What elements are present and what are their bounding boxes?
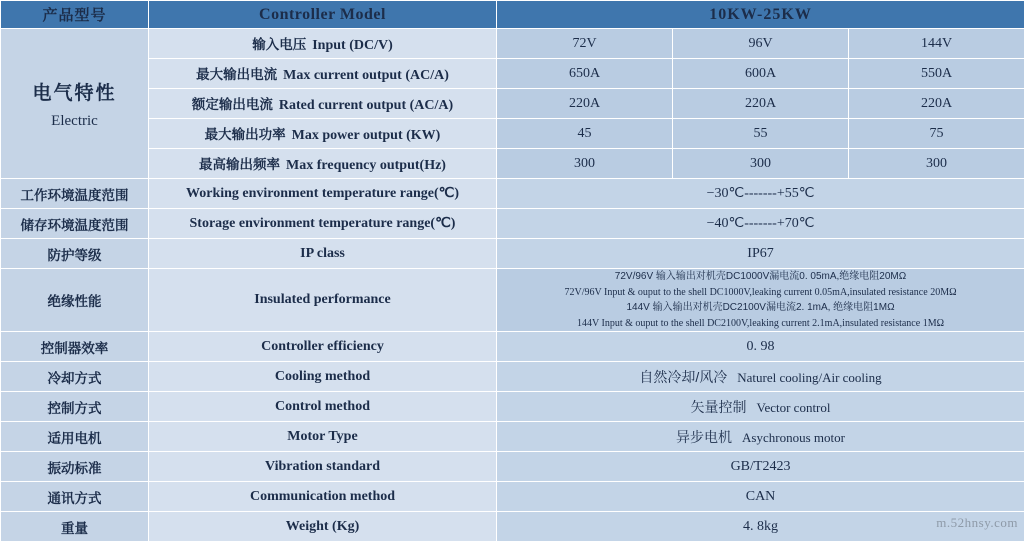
row-value-cn: 异步电机 bbox=[676, 429, 732, 445]
row-value: IP67 bbox=[497, 239, 1024, 269]
row-label-en: Control method bbox=[149, 392, 497, 422]
row-label-en: Communication method bbox=[149, 482, 497, 512]
row-label-cn: 控制器效率 bbox=[1, 332, 149, 362]
row-value: 220A bbox=[497, 89, 673, 119]
row-label-cn: 振动标准 bbox=[1, 452, 149, 482]
row-value: 300 bbox=[497, 149, 673, 179]
row-desc bbox=[149, 59, 497, 89]
table-row bbox=[1, 209, 1024, 239]
table-row bbox=[1, 269, 1024, 332]
row-value-en: Asychronous motor bbox=[742, 430, 845, 445]
row-desc bbox=[149, 89, 497, 119]
row-label-cn: 储存环境温度范围 bbox=[1, 209, 149, 239]
header-label-en-cell bbox=[149, 1, 497, 29]
row-value: −40℃-------+70℃ bbox=[497, 209, 1024, 239]
row-label-cn: 防护等级 bbox=[1, 239, 149, 269]
row-desc bbox=[149, 149, 497, 179]
header-label-cn-cell bbox=[1, 1, 149, 29]
insulation-line: 144V 输入输出对机壳DC2100V漏电流2. 1mA, 绝缘电阻1MΩ bbox=[497, 300, 1024, 316]
row-value: 96V bbox=[673, 29, 849, 59]
row-label-en: Max frequency output(Hz) bbox=[286, 158, 446, 173]
row-value: 4. 8kg bbox=[497, 512, 1024, 542]
table-row bbox=[1, 119, 1024, 149]
table-row bbox=[1, 149, 1024, 179]
table-row bbox=[1, 452, 1024, 482]
row-value: 300 bbox=[673, 149, 849, 179]
table-row bbox=[1, 422, 1024, 452]
row-desc bbox=[149, 119, 497, 149]
row-value: CAN bbox=[497, 482, 1024, 512]
electric-group-label-cn: 电气特性 bbox=[1, 78, 148, 105]
row-value-cn: 自然冷却/风冷 bbox=[639, 369, 727, 385]
row-value: 45 bbox=[497, 119, 673, 149]
insulation-line: 72V/96V Input & ouput to the shell DC1000V,leaking current 0.05mA,insulated resistance 20MΩ bbox=[497, 285, 1024, 301]
row-label-en: Working environment temperature range(℃) bbox=[149, 179, 497, 209]
row-value-en: Vector control bbox=[757, 400, 831, 415]
electric-group-label bbox=[1, 29, 149, 179]
row-value: 220A bbox=[673, 89, 849, 119]
row-value: 55 bbox=[673, 119, 849, 149]
row-value-en: Naturel cooling/Air cooling bbox=[737, 370, 881, 385]
row-value: −30℃-------+55℃ bbox=[497, 179, 1024, 209]
row-label-en: Rated current output (AC/A) bbox=[279, 98, 453, 113]
row-label-cn: 控制方式 bbox=[1, 392, 149, 422]
electric-group-label-en: Electric bbox=[1, 113, 148, 130]
row-value: 144V bbox=[849, 29, 1024, 59]
row-label-cn: 绝缘性能 bbox=[1, 269, 149, 332]
row-label-en: Input (DC/V) bbox=[312, 38, 393, 53]
row-label-en: Max power output (KW) bbox=[292, 128, 441, 143]
watermark: m.52hnsy.com bbox=[936, 515, 1018, 531]
row-label-cn: 冷却方式 bbox=[1, 362, 149, 392]
row-label-en: Motor Type bbox=[149, 422, 497, 452]
insulation-line: 72V/96V 输入输出对机壳DC1000V漏电流0. 05mA,绝缘电阻20MΩ bbox=[497, 269, 1024, 285]
row-label-en: Storage environment temperature range(℃) bbox=[149, 209, 497, 239]
row-label-cn: 工作环境温度范围 bbox=[1, 179, 149, 209]
row-label-en: Max current output (AC/A) bbox=[283, 68, 449, 83]
table-row bbox=[1, 59, 1024, 89]
header-label-cn: 产品型号 bbox=[42, 7, 106, 24]
row-label-en: IP class bbox=[149, 239, 497, 269]
table-row bbox=[1, 179, 1024, 209]
row-value: 600A bbox=[673, 59, 849, 89]
row-desc bbox=[149, 29, 497, 59]
table-header-row bbox=[1, 1, 1024, 29]
row-value: 220A bbox=[849, 89, 1024, 119]
table-row bbox=[1, 482, 1024, 512]
row-value bbox=[497, 392, 1024, 422]
table-row bbox=[1, 29, 1024, 59]
row-label-cn: 通讯方式 bbox=[1, 482, 149, 512]
table-row bbox=[1, 362, 1024, 392]
row-label-cn: 输入电压 bbox=[252, 37, 306, 52]
header-model-range: 10KW-25KW bbox=[497, 1, 1024, 29]
row-value bbox=[497, 422, 1024, 452]
table-row bbox=[1, 512, 1024, 542]
row-value: 72V bbox=[497, 29, 673, 59]
row-label-cn: 额定输出电流 bbox=[192, 97, 273, 112]
row-value: 75 bbox=[849, 119, 1024, 149]
row-label-en: Insulated performance bbox=[149, 269, 497, 332]
row-label-en: Weight (Kg) bbox=[149, 512, 497, 542]
row-value: 550A bbox=[849, 59, 1024, 89]
row-label-en: Vibration standard bbox=[149, 452, 497, 482]
row-label-cn: 最大输出功率 bbox=[205, 127, 286, 142]
row-value: 300 bbox=[849, 149, 1024, 179]
header-label-en: Controller Model bbox=[259, 6, 386, 23]
row-label-en: Controller efficiency bbox=[149, 332, 497, 362]
row-label-cn: 最大输出电流 bbox=[196, 67, 277, 82]
table-row bbox=[1, 392, 1024, 422]
row-value: 0. 98 bbox=[497, 332, 1024, 362]
table-row bbox=[1, 239, 1024, 269]
row-value: GB/T2423 bbox=[497, 452, 1024, 482]
row-value-cn: 矢量控制 bbox=[691, 399, 747, 415]
table-row bbox=[1, 332, 1024, 362]
row-label-en: Cooling method bbox=[149, 362, 497, 392]
row-label-cn: 适用电机 bbox=[1, 422, 149, 452]
row-value bbox=[497, 362, 1024, 392]
row-label-cn: 最高输出频率 bbox=[199, 157, 280, 172]
insulation-line: 144V Input & ouput to the shell DC2100V,leaking current 2.1mA,insulated resistance 1MΩ bbox=[497, 316, 1024, 332]
table-row bbox=[1, 89, 1024, 119]
row-value: 650A bbox=[497, 59, 673, 89]
row-label-cn: 重量 bbox=[1, 512, 149, 542]
insulation-value bbox=[497, 269, 1024, 332]
